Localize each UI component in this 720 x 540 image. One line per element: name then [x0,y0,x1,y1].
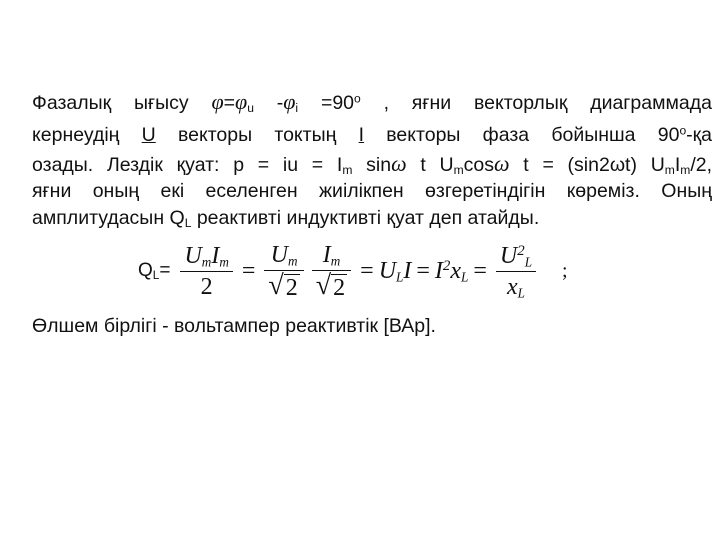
fraction-ul2-over-xl: $\frac{U^2_L}{x_L}$ [496,241,536,302]
paragraph-line-5: амплитудасын $Q_L$ реактивті индуктивті қуат деп атайды. [32,207,540,231]
phase-equation: $\varphi=\varphi_u$ $-\varphi_i =90^o$ [211,89,361,116]
phase-shift-label: Фазалық ығысу [32,92,189,114]
term-ul-i: $U_LI$ [378,257,412,284]
paragraph-line-3: озады. Лездік қуат: p = iu = $I_m$ sinω t $U_m\cos\omega$ t = (sin2ωt) $U_mI_m/2$, [32,151,713,178]
paragraph-line-4: яғни оның екі еселенген жиілікпен өзгеретіндігін көреміз. Оның [32,180,712,202]
formula-semicolon: ; [562,259,568,282]
paragraph-line-2: кернеудің U векторы токтың I векторы фаза бойынша 90$^o$-қа [32,123,713,146]
reactive-power-formula: $Q_L=$ $\frac{U_mI_m}{2}$ = $U_m$ √ 2 $I_m$ √ 2 = $U_LI$ = $I^2x_L$ = $\frac{U^2_L}{x_L}$ ; [138,242,568,301]
fraction-um-im-over-2: $\frac{U_mI_m}{2}$ [180,241,232,302]
voltage-vector-symbol: U [141,124,156,146]
term-i2-xl: $I^2x_L$ [434,257,469,284]
units-line: Өлшем бірлігі - вольтампер реактивтік [ВАр]. [32,315,436,337]
fraction-um-over-root2: $U_m$ √ 2 [264,240,303,302]
fraction-im-over-root2: $I_m$ √ 2 [312,240,351,302]
formula-lhs: $Q_L=$ [138,260,171,282]
paragraph-line-1: Фазалық ығысу $\varphi=\varphi_u$ $-\varphi_i =90^o$ , яғни векторлық диаграммада [32,89,712,116]
current-vector-symbol: I [358,124,365,146]
